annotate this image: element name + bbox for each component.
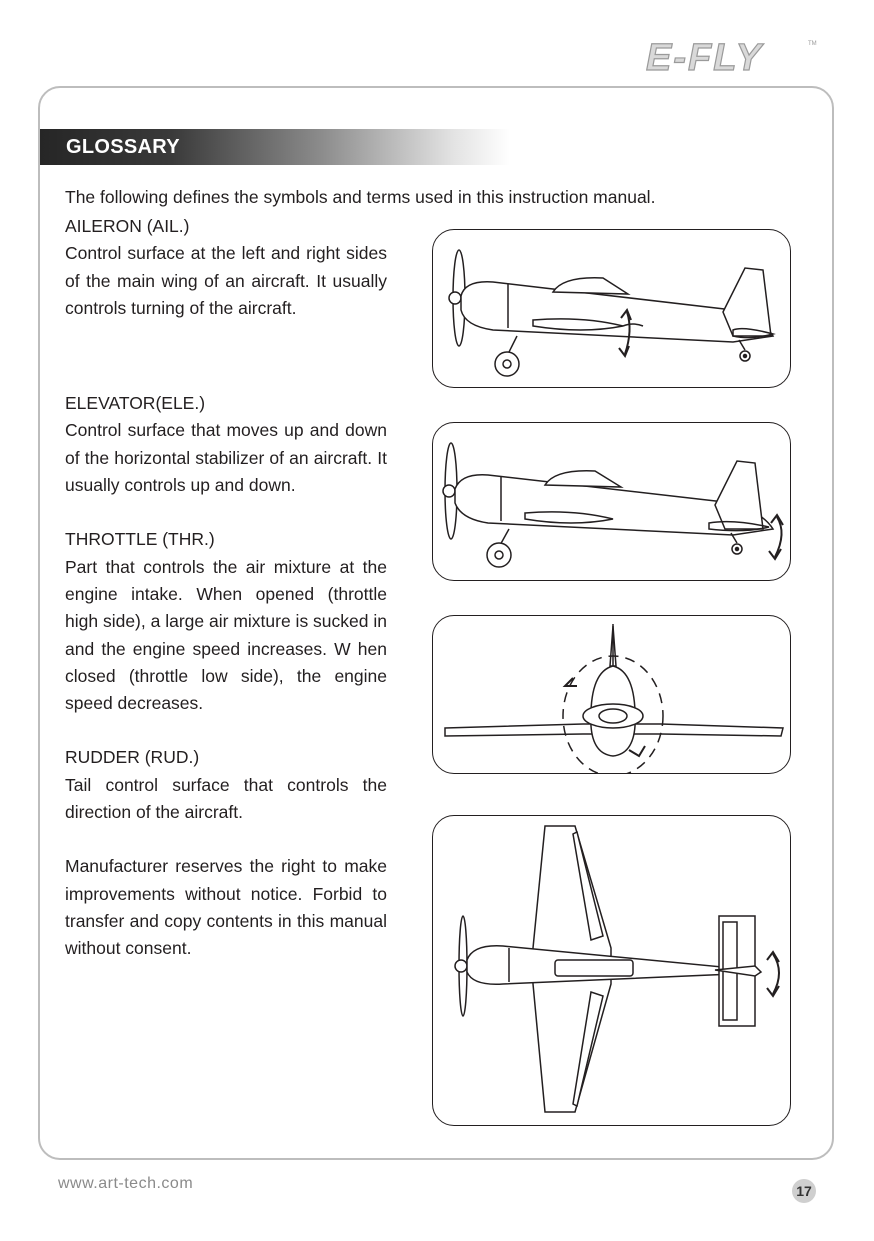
fin-shape [723,268,771,336]
canopy-shape [555,960,633,976]
rudder-diagram [432,815,791,1126]
trademark-mark: TM [808,41,817,47]
fin-shape [715,461,763,529]
elevator-diagram [432,422,791,581]
logo-wordmark: E-FLY [646,37,763,76]
left-right-arrow-icon [767,952,779,996]
term-elevator: ELEVATOR(ELE.) [65,393,206,414]
brand-logo [644,36,824,76]
definition-throttle: Part that controls the air mixture at the engine intake. When opened (throttle high side), a large air mixture is sucked in and the engine speed increases. W hen closed (throttle low side), the engine speed decreases. [65,556,387,714]
canopy-shape [545,471,621,487]
section-title: GLOSSARY [66,136,180,158]
term-rudder: RUDDER (RUD.) [65,747,200,768]
intro-text: The following defines the symbols and terms used in this instruction manual. [65,187,656,207]
canopy-shape [553,278,628,294]
footer-url[interactable]: www.art-tech.com [58,1175,194,1192]
section-banner [40,129,510,165]
definition-rudder: Tail control surface that controls the direction of the aircraft. [65,774,387,823]
throttle-diagram [432,615,791,774]
aileron-diagram [432,229,791,388]
definition-aileron: Control surface at the left and right sides of the main wing of an aircraft. It usually controls turning of the aircraft. [65,243,387,318]
up-down-arrow-icon [769,515,783,559]
term-aileron: AILERON (AIL.) [65,216,190,236]
page-number: 17 [792,1179,816,1203]
notice-text: Manufacturer reserves the right to make improvements without notice. Forbid to transfer and copy contents in this manual without consent. [65,856,387,959]
term-throttle: THROTTLE (THR.) [65,529,215,550]
definition-elevator: Control surface that moves up and down of the horizontal stabilizer of an aircraft. It usually controls up and down. [65,420,387,496]
glossary-list [65,213,387,963]
